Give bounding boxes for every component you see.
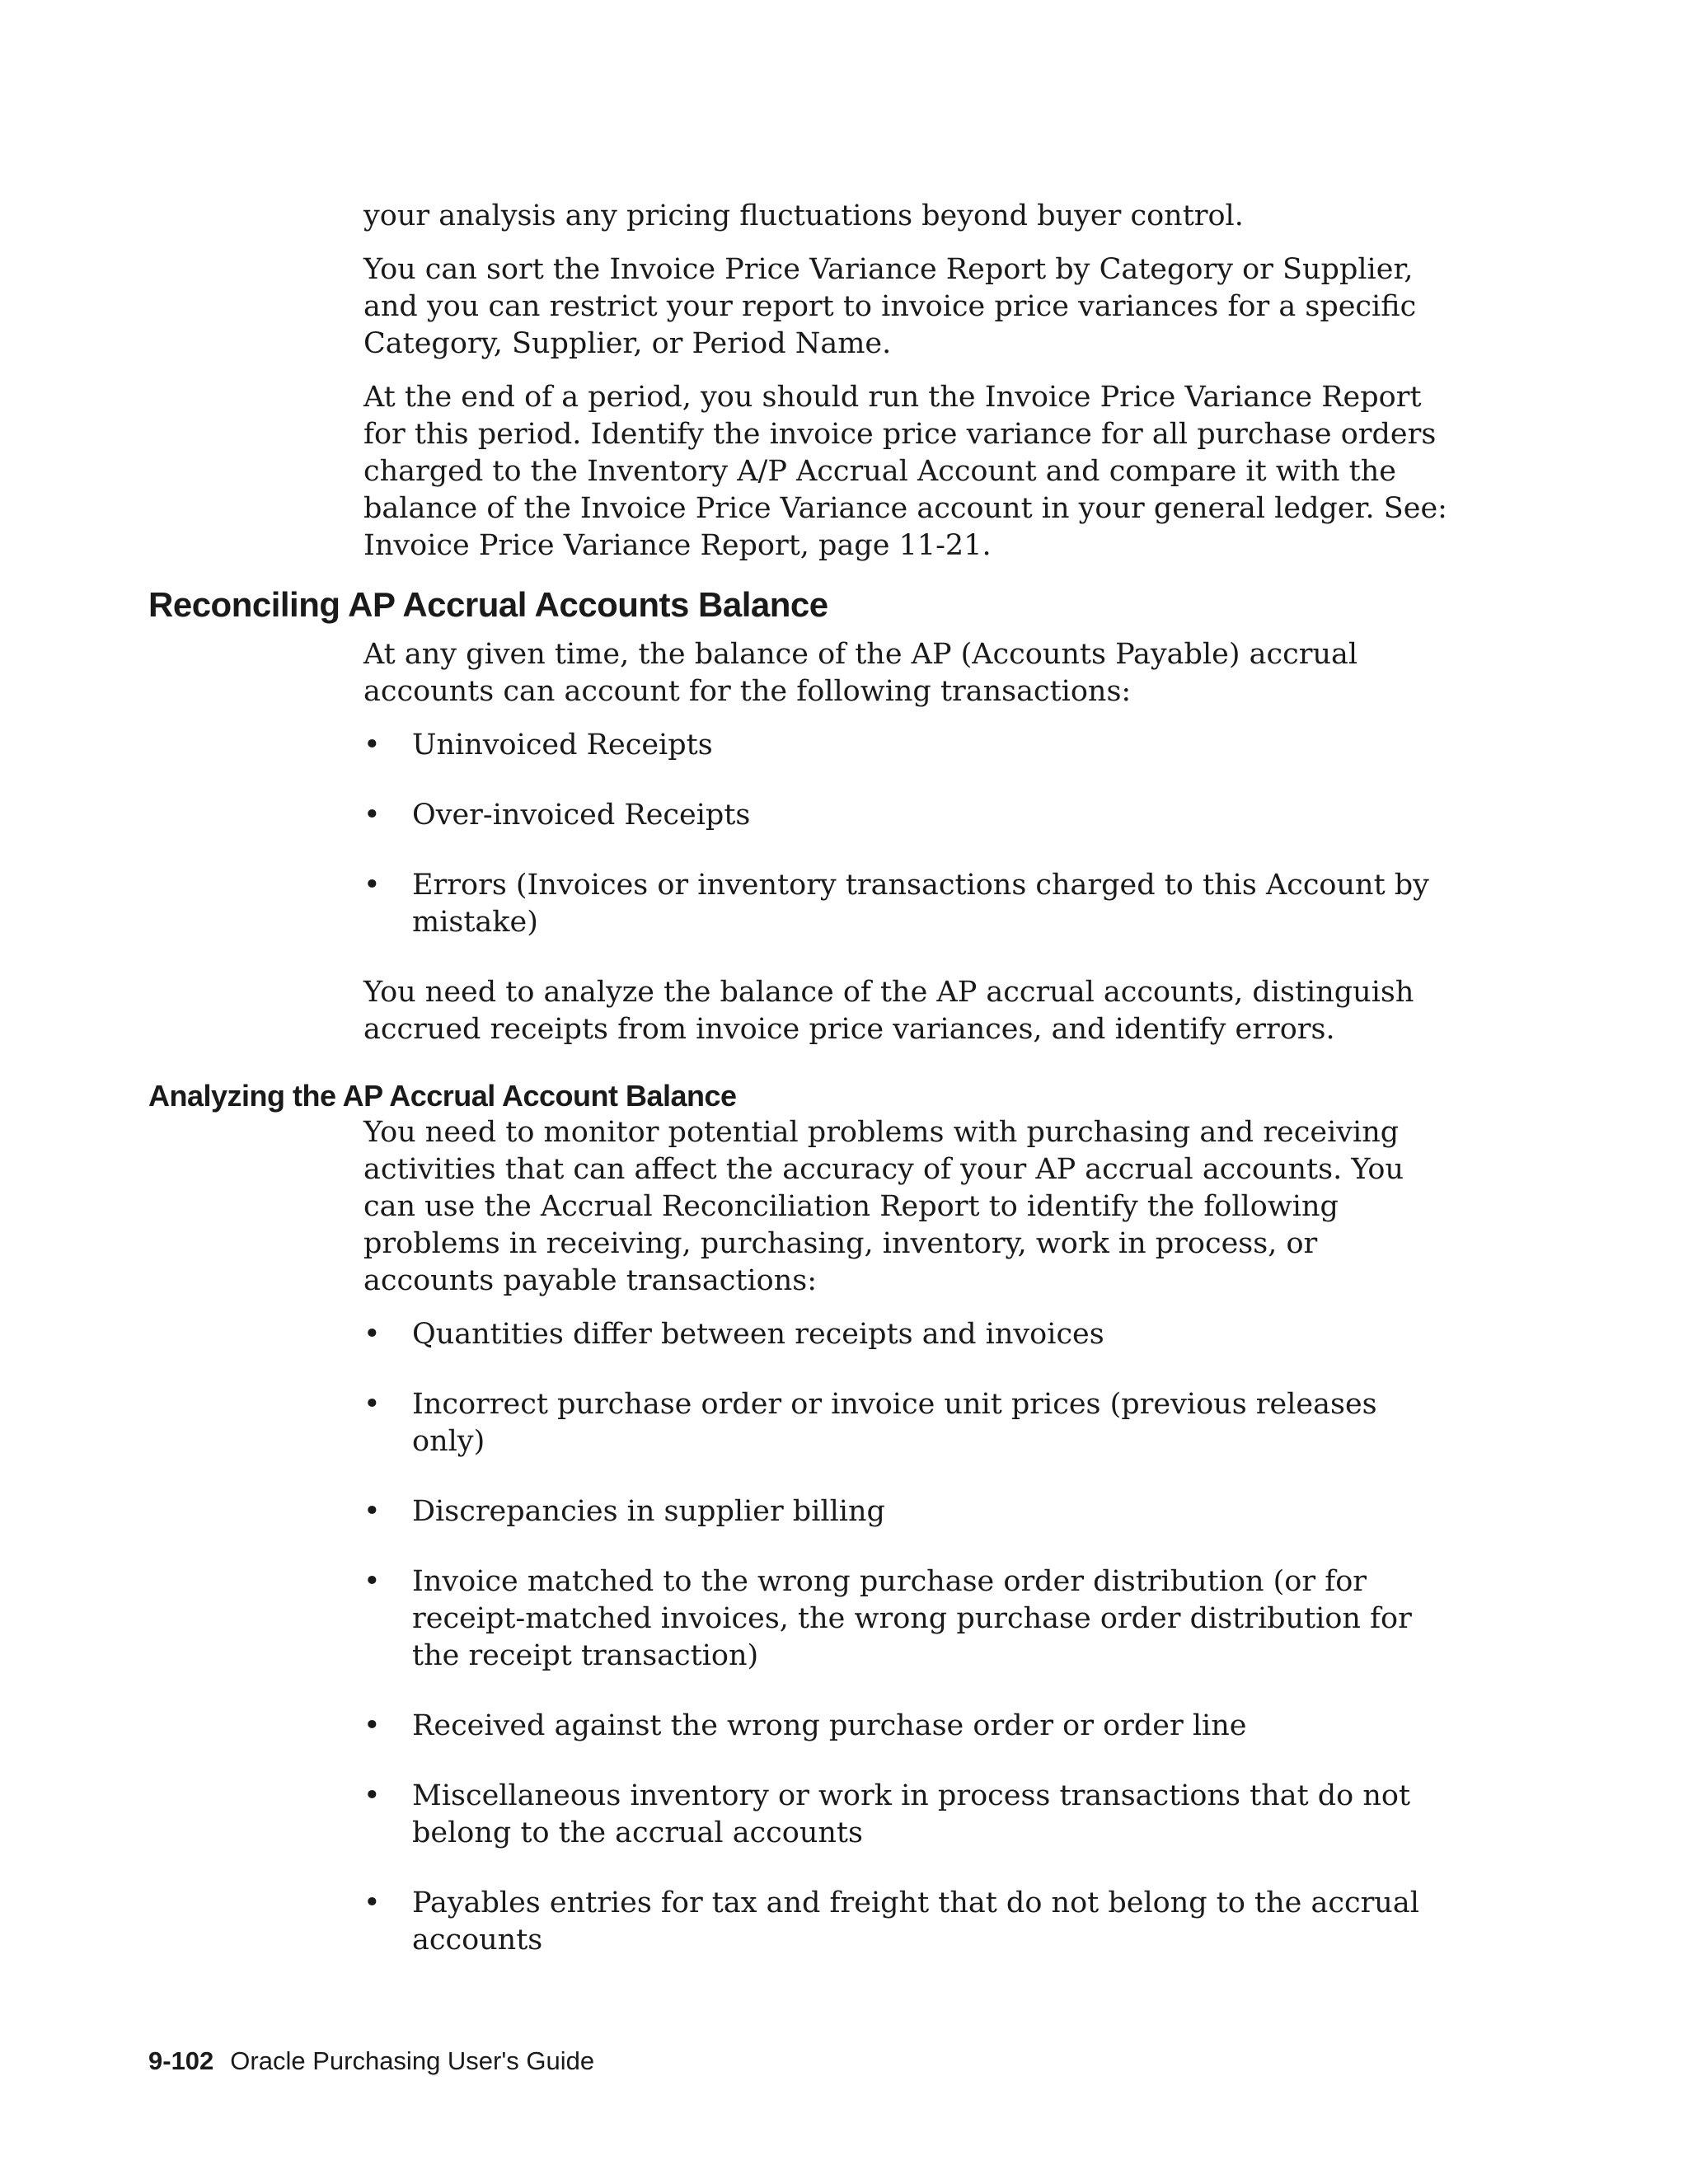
list-item: • Discrepancies in supplier billing <box>363 1493 1451 1530</box>
paragraph: your analysis any pricing fluctuations beyond buyer control. <box>363 199 1244 232</box>
bullet-icon: • <box>363 799 381 832</box>
bullet-icon: • <box>363 1709 381 1742</box>
paragraph: You can sort the Invoice Price Variance Report by Category or Supplier, and you can restrict your report to invoice price variances for a specific Category, Supplier, or Period Name. <box>363 253 1417 360</box>
section-heading: Reconciling AP Accrual Accounts Balance <box>148 585 828 624</box>
page-number: 9-102 <box>148 2046 214 2075</box>
bullet-icon: • <box>363 1886 381 1919</box>
paragraph: You need to analyze the balance of the AP accrual accounts, distinguish accrued receipts from invoice price variances, and identify errors. <box>363 976 1414 1046</box>
paragraph: At the end of a period, you should run the Invoice Price Variance Report for this period. Identify the invoice price variance for all purchase orders charged to the Inventory A/P Accrual Account and compare it with the balance of the Invoice Price Variance account in your general ledger. See: Invoice Price Variance Report, page 11-21. <box>363 381 1447 562</box>
paragraph: At any given time, the balance of the AP (Accounts Payable) accrual accounts can account for the following transactions: <box>363 638 1358 708</box>
bullet-list <box>363 1316 1451 1959</box>
bullet-icon: • <box>363 729 381 762</box>
list-item: • Miscellaneous inventory or work in process transactions that do not belong to the accrual accounts <box>363 1779 1411 1849</box>
bullet-list <box>363 727 1451 941</box>
list-item: • Invoice matched to the wrong purchase order distribution (or for receipt-matched invoices, the wrong purchase order distribution for the receipt transaction) <box>363 1565 1412 1672</box>
list-item: • Incorrect purchase order or invoice unit prices (previous releases only) <box>363 1388 1377 1458</box>
intro-section <box>363 198 1451 565</box>
bullet-icon: • <box>363 1388 381 1421</box>
analyzing-section <box>363 1114 1451 1959</box>
bullet-icon: • <box>363 1779 381 1812</box>
list-item: • Errors (Invoices or inventory transactions charged to this Account by mistake) <box>363 869 1429 939</box>
list-item: • Payables entries for tax and freight that do not belong to the accrual accounts <box>363 1886 1419 1957</box>
list-item: • Over-invoiced Receipts <box>363 797 1451 834</box>
bullet-icon: • <box>363 1318 381 1351</box>
bullet-icon: • <box>363 1565 381 1598</box>
book-title: Oracle Purchasing User's Guide <box>230 2046 595 2075</box>
list-item: • Received against the wrong purchase order or order line <box>363 1708 1451 1745</box>
page-footer <box>148 2046 594 2077</box>
list-item: • Uninvoiced Receipts <box>363 727 1451 764</box>
reconciling-section <box>363 636 1451 1048</box>
bullet-icon: • <box>363 1495 381 1528</box>
paragraph: You need to monitor potential problems with purchasing and receiving activities that can affect the accuracy of your AP accrual accounts. You can use the Accrual Reconciliation Report to identify the following problems in receiving, purchasing, inventory, work in process, or accounts payable transactions: <box>363 1116 1404 1297</box>
bullet-icon: • <box>363 869 381 902</box>
subsection-heading: Analyzing the AP Accrual Account Balance <box>148 1079 737 1113</box>
list-item: • Quantities differ between receipts and invoices <box>363 1316 1451 1353</box>
